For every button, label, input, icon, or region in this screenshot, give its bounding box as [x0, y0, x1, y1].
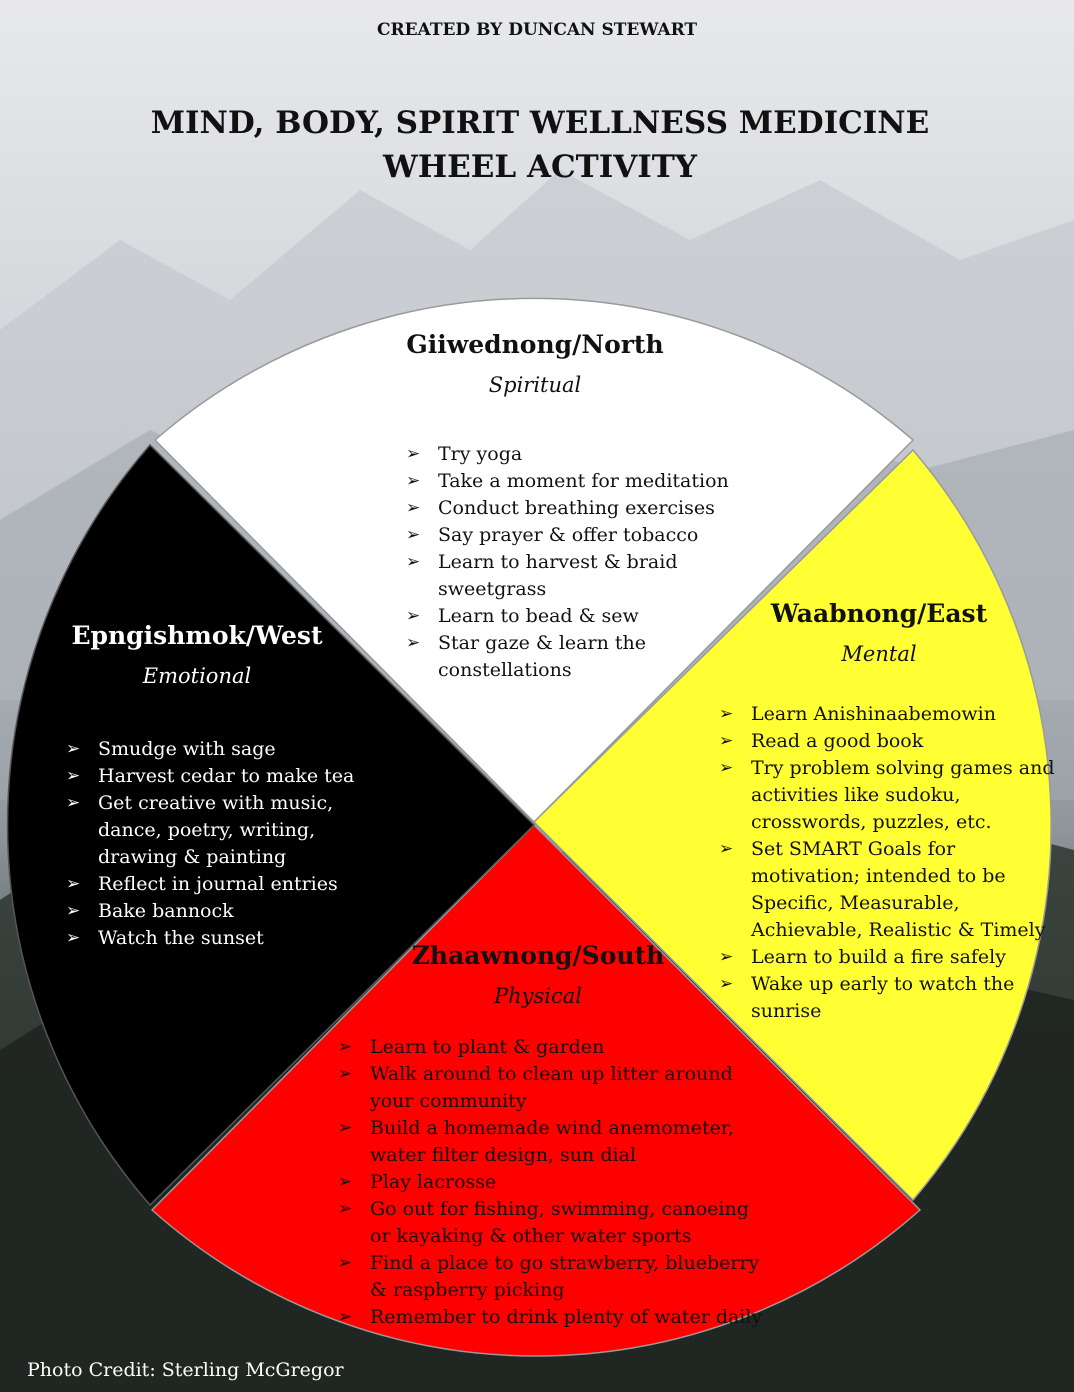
south-activity-item: ➢ Find a place to go strawberry, blueberry & raspberry picking: [338, 1250, 768, 1304]
north-subtitle: Spiritual: [488, 373, 582, 397]
north-section: [385, 330, 685, 397]
east-activity-item: ➢ Read a good book: [719, 728, 1064, 755]
south-section: [388, 941, 688, 1008]
south-activity-item: ➢ Play lacrosse: [338, 1169, 768, 1196]
south-activity-item: ➢ Go out for fishing, swimming, canoeing or kayaking & other water sports: [338, 1196, 768, 1250]
north-activity-item: ➢ Star gaze & learn the constellations: [406, 630, 736, 684]
north-activity-list: [406, 441, 736, 684]
west-activity-list: [66, 736, 386, 952]
east-activity-list: [719, 701, 1064, 1025]
west-section: [47, 621, 347, 688]
east-activity-item: ➢ Try problem solving games and activities like sudoku, crosswords, puzzles, etc.: [719, 755, 1064, 836]
east-activity-item: ➢ Learn Anishinaabemowin: [719, 701, 1064, 728]
west-activity-item: ➢ Bake bannock: [66, 898, 386, 925]
west-activity-item: ➢ Watch the sunset: [66, 925, 386, 952]
west-activity-item: ➢ Reflect in journal entries: [66, 871, 386, 898]
west-activity-item: ➢ Smudge with sage: [66, 736, 386, 763]
north-activity-item: ➢ Take a moment for meditation: [406, 468, 736, 495]
north-activity-item: ➢ Say prayer & offer tobacco: [406, 522, 736, 549]
west-subtitle: Emotional: [142, 664, 252, 688]
east-title: Waabnong/East: [770, 599, 988, 628]
east-section: [729, 599, 1029, 666]
south-title: Zhaawnong/South: [411, 941, 665, 970]
south-activity-item: ➢ Walk around to clean up litter around your community: [338, 1061, 768, 1115]
east-activity-item: ➢ Set SMART Goals for motivation; intended to be Specific, Measurable, Achievable, Realistic & Timely: [719, 836, 1064, 944]
east-activity-item: ➢ Learn to build a fire safely: [719, 944, 1064, 971]
south-activity-item: ➢ Build a homemade wind anemometer, water filter design, sun dial: [338, 1115, 768, 1169]
south-activity-item: ➢ Remember to drink plenty of water daily: [338, 1304, 768, 1331]
west-title: Epngishmok/West: [71, 621, 323, 650]
creator-credit: CREATED BY DUNCAN STEWART: [376, 20, 698, 40]
page-title: MIND, BODY, SPIRIT WELLNESS MEDICINE WHEEL ACTIVITY: [150, 105, 930, 185]
north-activity-item: ➢ Learn to bead & sew: [406, 603, 736, 630]
north-activity-item: ➢ Conduct breathing exercises: [406, 495, 736, 522]
west-activity-item: ➢ Get creative with music, dance, poetry, writing, drawing & painting: [66, 790, 386, 871]
east-subtitle: Mental: [841, 642, 917, 666]
south-activity-item: ➢ Learn to plant & garden: [338, 1034, 768, 1061]
south-subtitle: Physical: [493, 984, 582, 1008]
east-activity-item: ➢ Wake up early to watch the sunrise: [719, 971, 1064, 1025]
west-activity-item: ➢ Harvest cedar to make tea: [66, 763, 386, 790]
photo-credit: Photo Credit: Sterling McGregor: [27, 1359, 344, 1381]
north-activity-item: ➢ Learn to harvest & braid sweetgrass: [406, 549, 736, 603]
north-activity-item: ➢ Try yoga: [406, 441, 736, 468]
north-title: Giiwednong/North: [406, 330, 664, 359]
south-activity-list: [338, 1034, 768, 1331]
